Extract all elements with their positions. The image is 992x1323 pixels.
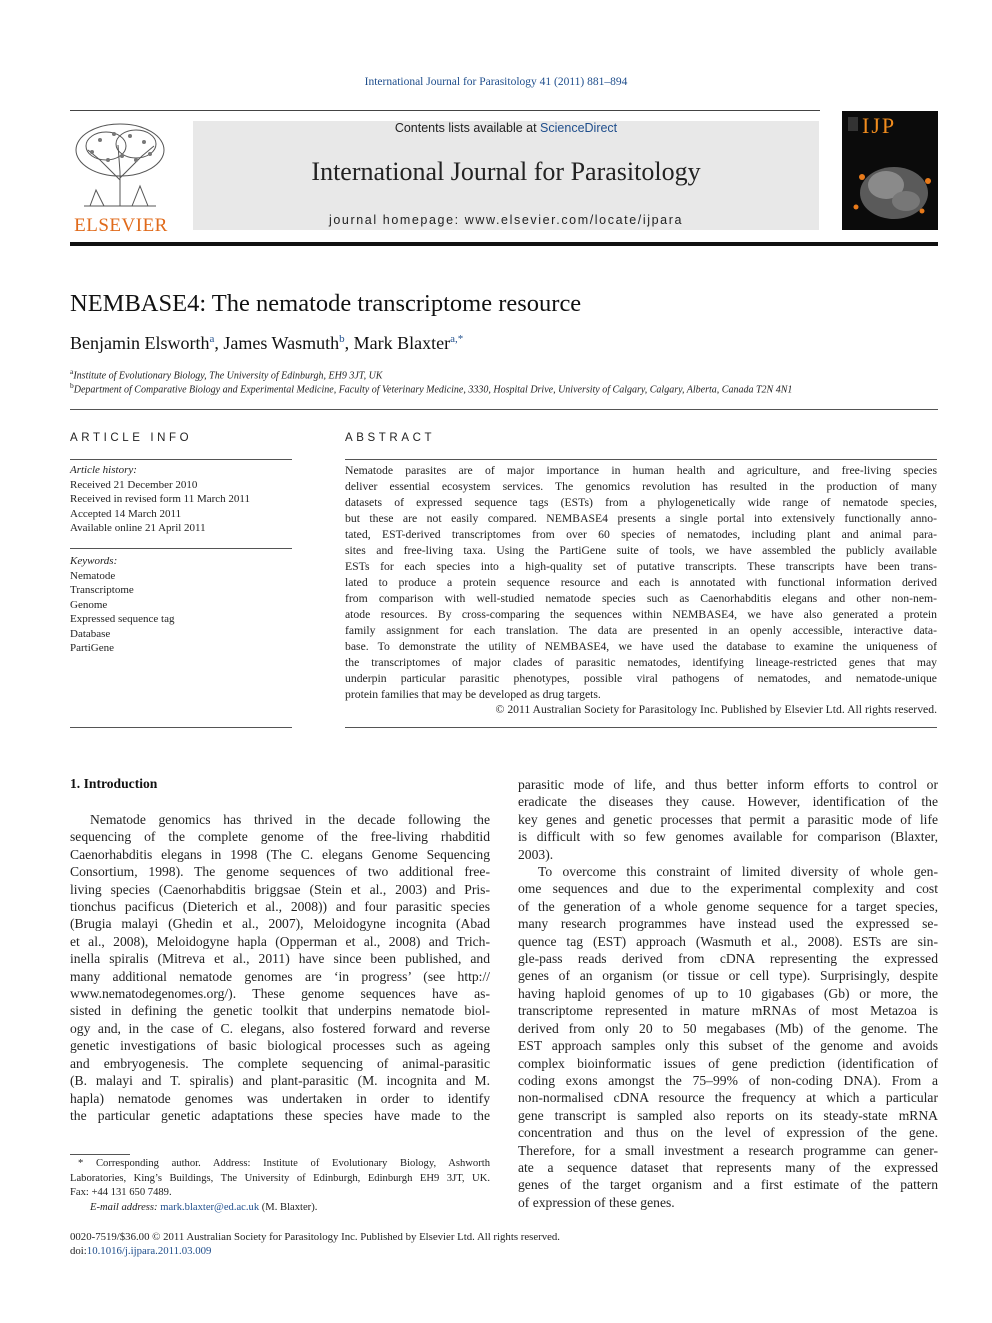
issn-line: 0020-7519/$36.00 © 2011 Australian Society for Parasitology Inc. Published by Elsevier Ltd. All rights reserved. xyxy=(70,1231,560,1243)
sciencedirect-link[interactable]: ScienceDirect xyxy=(540,121,618,135)
intro-line: www.nematodegenomes.org/). These genome sequences have as- xyxy=(70,986,490,1002)
intro-line: coding exons amongst the 75–99% of non-coding DNA). From a xyxy=(518,1072,938,1088)
intro-line: parasitic mode of life, and thus better inform efforts to control or xyxy=(518,777,938,792)
introduction-heading: 1. Introduction xyxy=(70,776,158,791)
abstract-line: lated to produce a protein sequence resource and each is annotated with functional information derived xyxy=(345,576,937,589)
intro-line: transcriptome represented in mature mRNAs of most Metazoa is xyxy=(518,1003,938,1019)
intro-line: genes of an organism (or tissue or cell type). Surprisingly, despite xyxy=(518,968,938,984)
affiliation-marker: b xyxy=(70,381,74,390)
abstract-line: underpin particular parasitic phenotypes, possible viral pathogens of nematodes, and nematode-unique xyxy=(345,672,937,685)
abstract-bottom-divider xyxy=(345,727,937,728)
intro-line: of the generation of a whole genome sequence for a target species, xyxy=(518,898,938,914)
intro-line: inella spiralis (Mitreva et al., 2011) have since been published, and xyxy=(70,951,490,967)
abstract-copyright: © 2011 Australian Society for Parasitology Inc. Published by Elsevier Ltd. All rights reserved. xyxy=(495,703,937,716)
history-label: Article history: xyxy=(70,464,137,476)
intro-line: ome sequences and due to the experimental complexity and cost xyxy=(518,881,938,897)
intro-line: the particular genetic adaptations these species have made to the xyxy=(70,1107,490,1123)
journal-banner xyxy=(193,121,819,230)
affiliation-text: Institute of Evolutionary Biology, The University of Edinburgh, EH9 3JT, UK xyxy=(73,370,383,382)
history-item: Available online 21 April 2011 xyxy=(70,522,206,534)
abstract-line: protein families that may be developed as drug targets. xyxy=(345,688,601,701)
homepage-prefix: journal homepage: xyxy=(328,213,465,227)
author-name[interactable]: Benjamin Elsworth xyxy=(70,333,210,353)
title-divider xyxy=(70,409,938,410)
abstract-line: family assignment for each translation. The data are presented in an openly accessible, interactive data- xyxy=(345,624,937,637)
keyword: Genome xyxy=(70,598,108,611)
intro-line: gle-pass reads derived from cDNA representing the expressed xyxy=(518,951,938,967)
footnote-line: * Corresponding author. Address: Institute of Evolutionary Biology, Ashworth xyxy=(78,1158,490,1169)
intro-line: To overcome this constraint of limited diversity of whole gen- xyxy=(538,864,938,880)
abstract-line: tated, EST-derived transcriptomes from over 60 species of nematodes, including plant and animal para- xyxy=(345,528,937,541)
intro-line: EST approach samples only this subset of the genome and avoids xyxy=(518,1038,938,1054)
intro-line: many research programmes have instead used the expressed se- xyxy=(518,916,938,932)
header-thick-rule xyxy=(70,242,938,246)
doi-label: doi: xyxy=(70,1245,87,1257)
intro-line: concentration and thus on the level of expression of the gene. xyxy=(518,1125,938,1141)
keyword: Database xyxy=(70,627,111,640)
abstract-line: datasets of expressed sequence tags (ESTs) from a phylogenetically wide range of nematode species, xyxy=(345,496,937,509)
author-name[interactable]: Mark Blaxter xyxy=(353,333,451,353)
article-info-divider xyxy=(70,459,292,460)
abstract-heading: ABSTRACT xyxy=(345,432,436,444)
affiliation-text: Department of Comparative Biology and Experimental Medicine, Faculty of Veterinary Medicine, 3330, Hospital Drive, University of Calgary, Calgary, Alberta, Canada T2N 4N1 xyxy=(73,384,793,396)
email-suffix: (M. Blaxter). xyxy=(259,1201,318,1213)
contents-prefix: Contents lists available at xyxy=(394,121,541,135)
keyword: Transcriptome xyxy=(70,584,134,596)
intro-line: (B. malayi and T. spiralis) and plant-parasitic (M. incognita and M. xyxy=(70,1073,490,1089)
email-label: E-mail address: xyxy=(90,1201,161,1213)
intro-line: Caenorhabditis elegans in 1998 (The C. elegans Genome Sequencing xyxy=(70,846,490,862)
intro-line: et al., 2008), Meloidogyne hapla (Opperman et al., 2008) and Trich- xyxy=(70,933,490,949)
elsevier-wordmark: ELSEVIER xyxy=(74,215,168,236)
footnote-rule xyxy=(70,1154,130,1155)
affiliation xyxy=(70,381,792,395)
cover-label: IJP xyxy=(862,113,897,138)
intro-line: genes of the target organism and a first estimate of the pattern xyxy=(518,1177,938,1193)
intro-right-column xyxy=(518,776,938,1211)
intro-left-column xyxy=(70,811,490,1124)
intro-line: complex bioinformatic issues of gene prediction (identification of xyxy=(518,1055,938,1071)
intro-line: of expression of these genes. xyxy=(518,1194,675,1210)
journal-homepage xyxy=(193,213,819,227)
keyword: Nematode xyxy=(70,569,116,582)
homepage-link[interactable]: www.elsevier.com/locate/ijpara xyxy=(464,213,684,227)
intro-line: gene transcript is sampled also reports on its steady-state mRNA xyxy=(518,1107,938,1123)
article-info-heading: ARTICLE INFO xyxy=(70,432,193,444)
abstract-divider xyxy=(345,459,937,460)
intro-line: eradicate the diseases they cause. However, identification of the xyxy=(518,794,938,810)
intro-line: tionchus pacificus (Dieterich et al., 2008)) and four parasitic species xyxy=(70,899,490,915)
elsevier-tree-icon xyxy=(70,120,170,208)
keywords-label: Keywords: xyxy=(70,555,118,567)
keywords-divider xyxy=(70,548,292,549)
intro-line: genetic investigations of basic biological processes such as ageing xyxy=(70,1038,490,1054)
author-name[interactable]: James Wasmuth xyxy=(223,333,340,353)
footnote-line: Laboratories, King’s Buildings, The University of Edinburgh, Edinburgh EH9 3JT, UK. xyxy=(70,1172,490,1184)
intro-line: non-normalised cDNA resource the frequency at which a particular xyxy=(518,1090,938,1106)
article-history xyxy=(70,463,292,536)
intro-line: sisted in defining the genetic toolkit that underpins nematode biol- xyxy=(70,1003,490,1019)
elsevier-logo[interactable] xyxy=(70,120,172,236)
header-rule xyxy=(70,110,820,111)
doi-line xyxy=(70,1245,211,1257)
intro-line: Nematode genomics has thrived in the decade following the xyxy=(90,812,490,827)
abstract-line: the transcriptomes of major clades of parasitic nematodes, identifying lineage-restricted genes that may xyxy=(345,656,937,669)
corresponding-author-footnote xyxy=(70,1157,490,1215)
abstract-line: base. To demonstrate the utility of NEMBASE4, we have used the database to examine the uniqueness of xyxy=(345,640,937,653)
abstract-line: deliver essential ecosystem services. The genomics revolution has resulted in the production of many xyxy=(345,480,937,493)
affiliation-marker: a xyxy=(70,367,74,376)
abstract-line: ESTs for each species into a high-quality set of putative transcripts. These transcripts have been trans- xyxy=(345,560,937,573)
history-item: Received 21 December 2010 xyxy=(70,478,198,491)
intro-line: having haploid genomes of up to 10 gigabases (Gb) or more, the xyxy=(518,985,938,1001)
intro-line: ogy and, in the case of C. elegans, also fostered forward and reverse xyxy=(70,1020,490,1036)
abstract-line: Nematode parasites are of major importance in human health and agriculture, and free-living species xyxy=(345,464,937,477)
keyword: Expressed sequence tag xyxy=(70,613,175,625)
intro-line: is difficult with so few genomes available for comparison (Blaxter, xyxy=(518,829,938,845)
journal-cover-image[interactable] xyxy=(842,111,938,230)
intro-line: living species (Caenorhabditis briggsae (Stein et al., 2003) and Pris- xyxy=(70,881,490,897)
intro-line: 2003). xyxy=(518,846,554,862)
intro-line: many additional nematode genomes are ‘in progress’ (see http:// xyxy=(70,968,490,984)
keywords xyxy=(70,554,292,656)
intro-line: quence tag (EST) approach (Wasmuth et al., 2008). ESTs are sin- xyxy=(518,933,938,949)
email-link[interactable]: mark.blaxter@ed.ac.uk xyxy=(160,1201,260,1213)
abstract-line: from comparison with well-studied nematode species such as Caenorhabditis elegans and other non-nem- xyxy=(345,592,937,605)
abstract-line: sites and free-living taxa. Using the PartiGene suite of tools, we have assembled the publicly available xyxy=(345,544,937,557)
abstract-line: atode resources. By cross-comparing the sequences within NEMBASE4, we have also generated a protein xyxy=(345,608,937,621)
intro-line: hapla) nematode genomes was undertaken in order to identify xyxy=(70,1090,490,1106)
intro-line: derived from only 20 to 50 megabases (Mb) of the genome. The xyxy=(518,1020,938,1036)
author-affil-marker[interactable]: b xyxy=(339,333,345,345)
journal-citation[interactable]: International Journal for Parasitology 41 (2011) 881–894 xyxy=(364,76,628,88)
footnote-email-line xyxy=(70,1201,490,1216)
history-item: Received in revised form 11 March 2011 xyxy=(70,493,251,505)
author-affil-marker[interactable]: a xyxy=(209,333,215,345)
intro-line: Consortium, 1998). The genome sequences of two additional free- xyxy=(70,864,490,880)
history-item: Accepted 14 March 2011 xyxy=(70,507,182,520)
intro-line: Therefore, for a small investment a research programme can gener- xyxy=(518,1142,938,1158)
intro-line: (Brugia malayi (Ghedin et al., 2007), Meloidogyne incognita (Abad xyxy=(70,916,490,932)
journal-title: International Journal for Parasitology xyxy=(311,157,701,186)
footnote-line: Fax: +44 131 650 7489. xyxy=(70,1187,172,1198)
intro-line: ate a sequence dataset that represents many of the expressed xyxy=(518,1159,938,1175)
doi-link[interactable]: 10.1016/j.ijpara.2011.03.009 xyxy=(86,1245,212,1257)
article-info-bottom-divider xyxy=(70,727,292,728)
author-affil-marker[interactable]: a,* xyxy=(450,333,464,345)
abstract-body xyxy=(345,463,937,703)
affiliation xyxy=(70,367,382,381)
intro-line: and embryogenesis. The complete sequencing of animal-parasitic xyxy=(70,1055,490,1071)
keyword: PartiGene xyxy=(70,642,114,654)
abstract-line: but these are not easily compared. NEMBASE4 presents a single portal into extensively functionally anno- xyxy=(345,512,937,525)
intro-line: key genes and genetic processes that permit a parasitic mode of life xyxy=(518,811,938,827)
contents-availability xyxy=(193,121,819,135)
article-title: NEMBASE4: The nematode transcriptome resource xyxy=(70,290,582,317)
author-list: Benjamin Elsworth$^a$, James Wasmuth$^b$, Mark Blaxter$^{a,*}$ xyxy=(70,333,464,353)
intro-line: sequencing of the complete genome of the free-living rhabditid xyxy=(70,829,490,845)
